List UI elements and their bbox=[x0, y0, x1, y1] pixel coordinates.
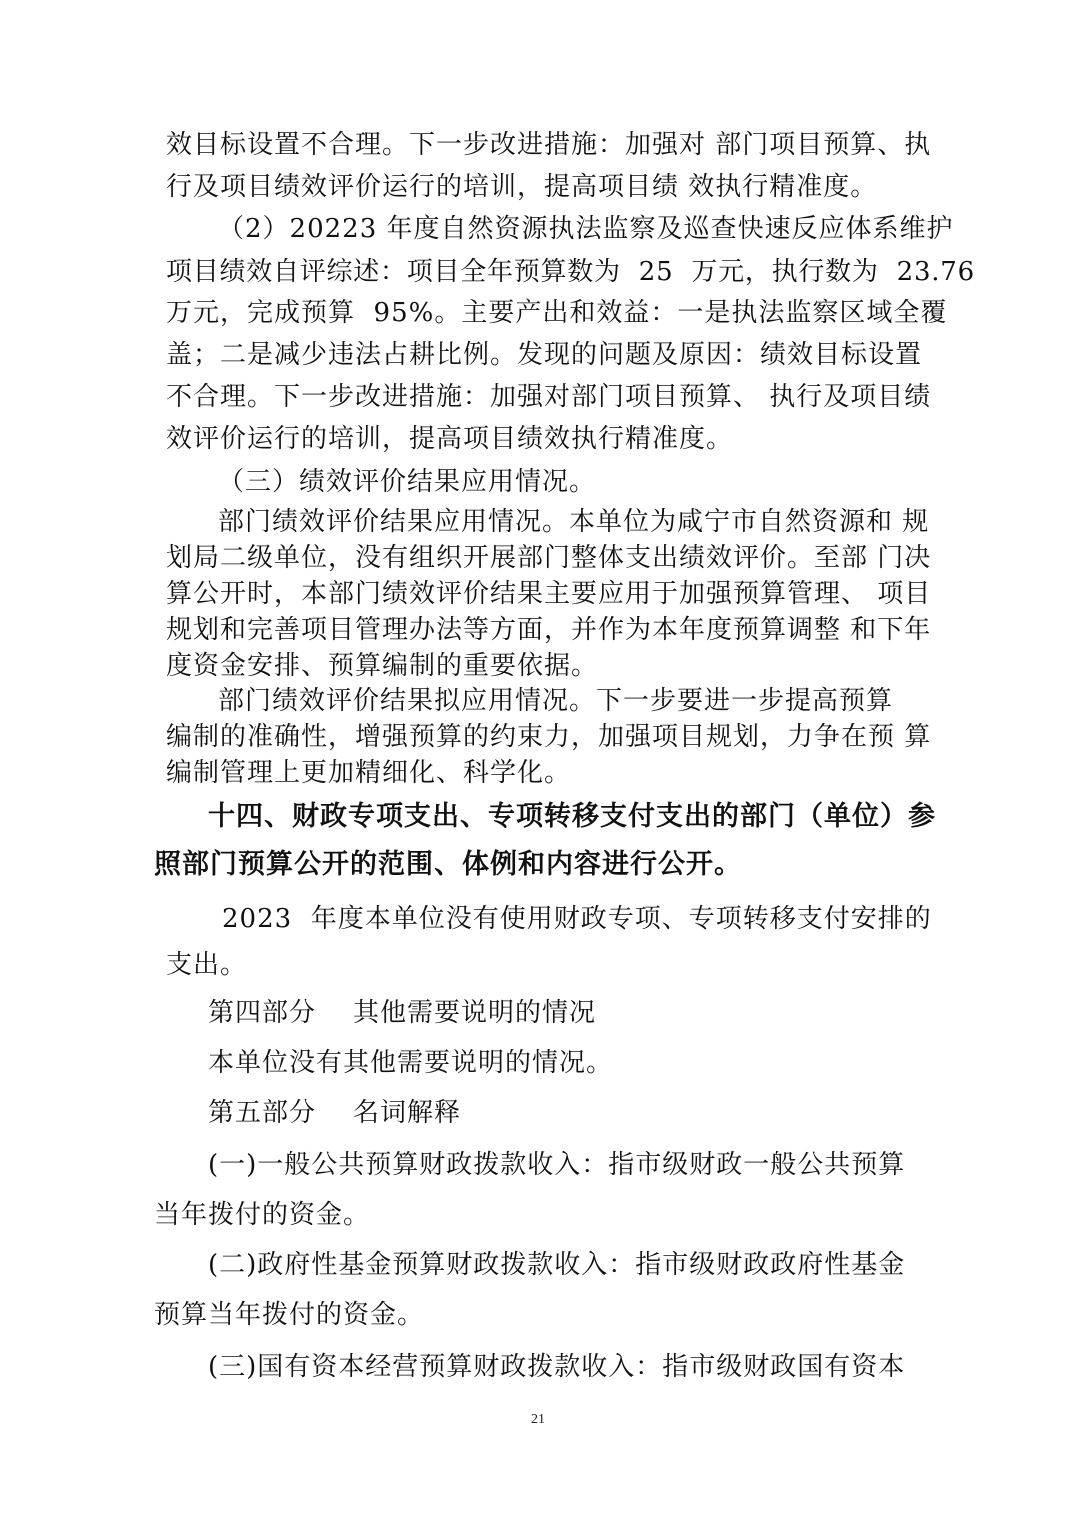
text-line: 部门绩效评价结果拟应用情况。下一步要进一步提高预算 bbox=[218, 686, 894, 716]
text-line: (一)一般公共预算财政拨款收入：指市级财政一般公共预算 bbox=[208, 1150, 906, 1180]
text-line: 划局二级单位，没有组织开展部门整体支出绩效评价。至部 门决 bbox=[166, 543, 932, 573]
text-line: (二)政府性基金预算财政拨款收入：指市级财政政府性基金 bbox=[208, 1250, 906, 1280]
text-line: 本单位没有其他需要说明的情况。 bbox=[208, 1048, 614, 1078]
page-number: 21 bbox=[531, 1412, 545, 1427]
text-line: 项目绩效自评综述：项目全年预算数为 25 万元，执行数为 23.76 bbox=[166, 257, 975, 287]
section-subheading: （三）绩效评价结果应用情况。 bbox=[218, 467, 597, 497]
text-line: 2023 年度本单位没有使用财政专项、专项转移支付安排的 bbox=[222, 904, 932, 934]
text-line: 万元，完成预算 95%。主要产出和效益：一是执法监察区域全覆 bbox=[166, 298, 948, 328]
text-line: 规划和完善项目管理办法等方面，并作为本年度预算调整 和下年 bbox=[166, 615, 932, 645]
text-line: （2）20223 年度自然资源执法监察及巡查快速反应体系维护 bbox=[218, 214, 954, 244]
text-line: 行及项目绩效评价运行的培训，提高项目绩 效执行精准度。 bbox=[166, 172, 878, 202]
text-line: (三)国有资本经营预算财政拨款收入：指市级财政国有资本 bbox=[208, 1352, 906, 1382]
section-heading: 十四、财政专项支出、专项转移支付支出的部门（单位）参 bbox=[208, 801, 936, 832]
part-heading: 第四部分 其他需要说明的情况 bbox=[208, 998, 597, 1028]
text-line: 效目标设置不合理。下一步改进措施：加强对 部门项目预算、执 bbox=[166, 130, 932, 160]
text-line: 盖；二是减少违法占耕比例。发现的问题及原因：绩效目标设置 bbox=[166, 340, 923, 370]
text-line: 当年拨付的资金。 bbox=[154, 1200, 371, 1230]
text-line: 度资金安排、预算编制的重要依据。 bbox=[166, 651, 599, 681]
text-line: 算公开时，本部门绩效评价结果主要应用于加强预算管理、 项目 bbox=[166, 579, 932, 609]
text-line: 编制管理上更加精细化、科学化。 bbox=[166, 758, 572, 788]
text-line: 效评价运行的培训，提高项目绩效执行精准度。 bbox=[166, 424, 734, 454]
text-line: 编制的准确性，增强预算的约束力，加强项目规划，力争在预 算 bbox=[166, 722, 932, 752]
text-line: 部门绩效评价结果应用情况。本单位为咸宁市自然资源和 规 bbox=[218, 507, 930, 537]
text-line: 不合理。下一步改进措施：加强对部门项目预算、 执行及项目绩 bbox=[166, 382, 932, 412]
part-heading: 第五部分 名词解释 bbox=[208, 1098, 462, 1128]
text-line: 支出。 bbox=[166, 950, 248, 980]
text-line: 预算当年拨付的资金。 bbox=[154, 1300, 425, 1330]
section-heading: 照部门预算公开的范围、体例和内容进行公开。 bbox=[154, 849, 742, 880]
